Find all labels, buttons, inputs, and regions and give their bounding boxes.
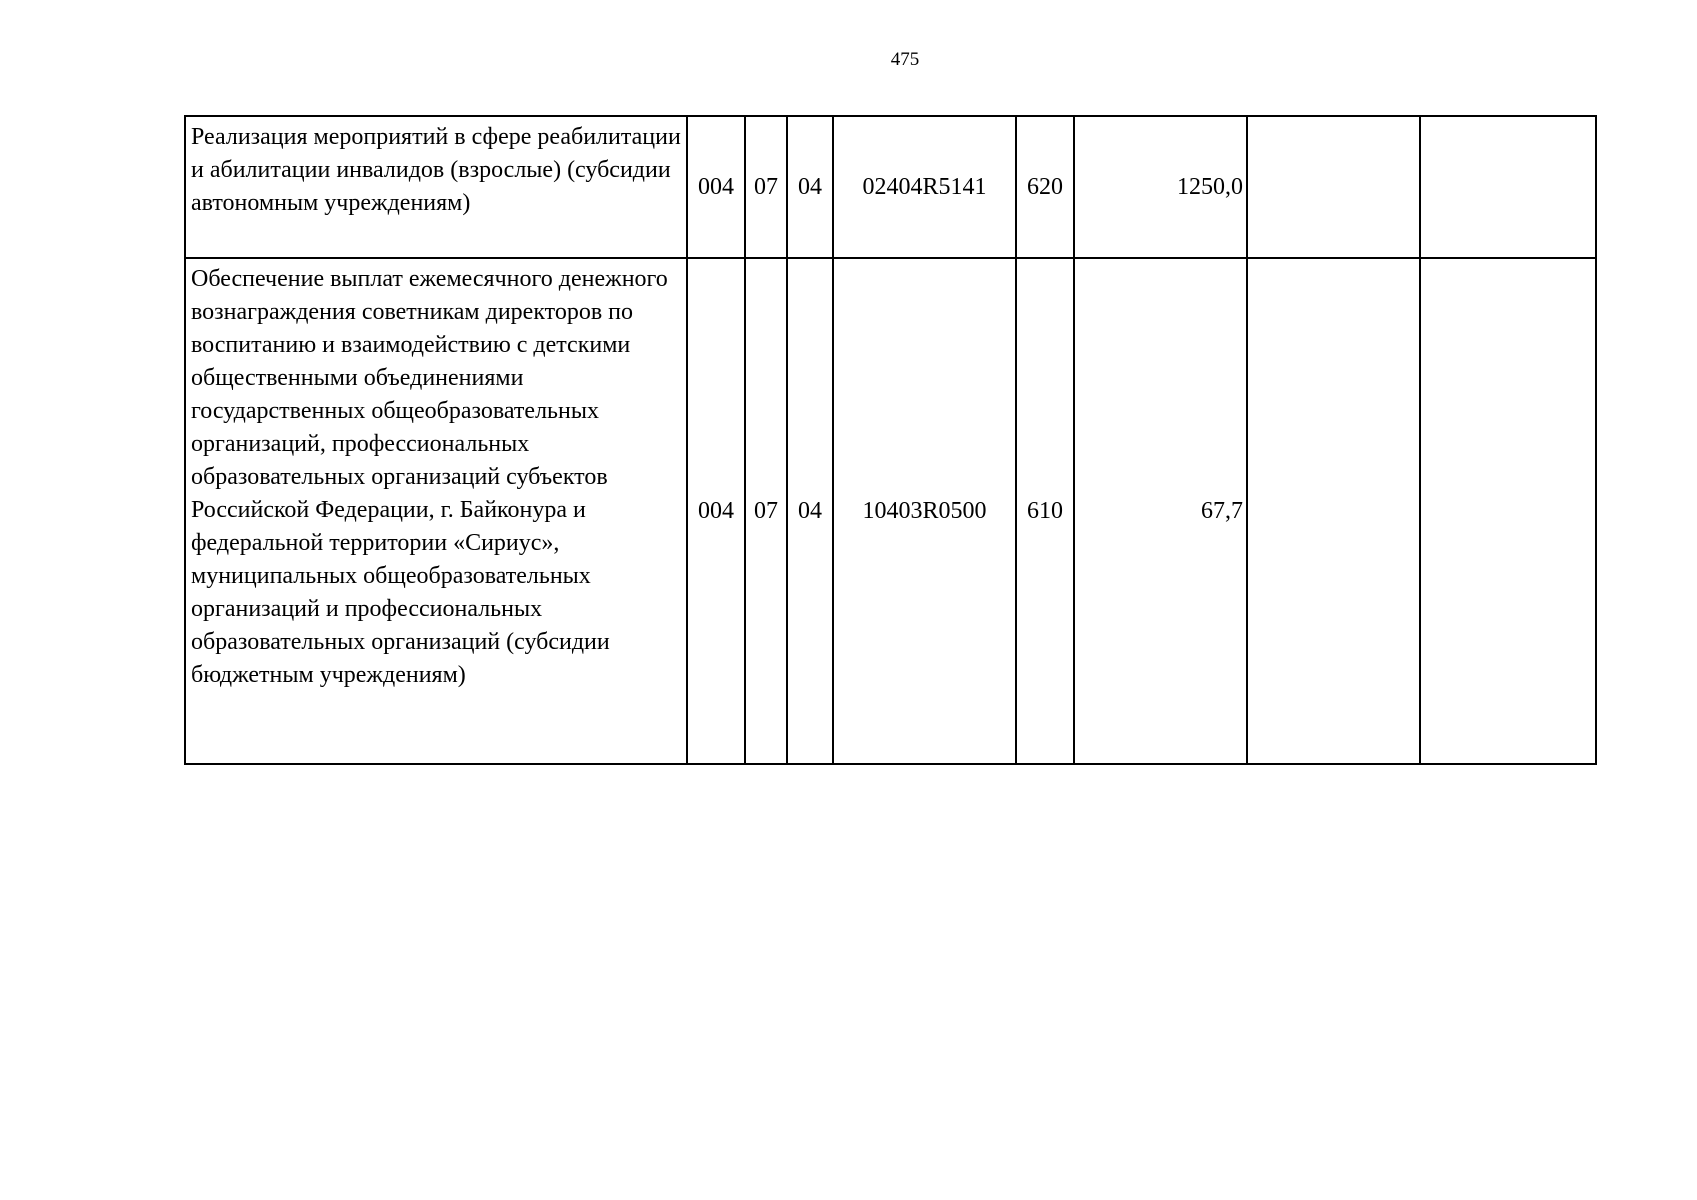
subsection-code-cell: 04: [787, 116, 833, 258]
expense-type-cell: 610: [1016, 258, 1074, 764]
amount-3-cell: [1420, 116, 1596, 258]
amount-2-cell: [1247, 116, 1420, 258]
amount-cell: 67,7: [1074, 258, 1247, 764]
amount-2-cell: [1247, 258, 1420, 764]
table-row: [185, 258, 1596, 764]
page-number: 475: [890, 49, 920, 70]
row-name-cell: Обеспечение выплат ежемесячного денежного вознаграждения советникам директоров по воспитанию и взаимодействию с детскими общественными объединениями государственных общеобразовательных организаций, профессиональных образовательных организаций субъектов Российской Федерации, г. Байконура и федеральной территории «Сириус», муниципальных общеобразовательных организаций и профессиональных образовательных организаций (субсидии бюджетным учреждениям): [185, 258, 687, 764]
amount-cell: 1250,0: [1074, 116, 1247, 258]
section-code-cell: 07: [745, 116, 787, 258]
ministry-code-cell: 004: [687, 258, 745, 764]
target-article-cell: 10403R0500: [833, 258, 1016, 764]
subsection-code-cell: 04: [787, 258, 833, 764]
budget-table: [184, 115, 1597, 765]
amount-3-cell: [1420, 258, 1596, 764]
table-row: [185, 116, 1596, 258]
ministry-code-cell: 004: [687, 116, 745, 258]
expense-type-cell: 620: [1016, 116, 1074, 258]
target-article-cell: 02404R5141: [833, 116, 1016, 258]
row-name-cell: Реализация мероприятий в сфере реабилитации и абилитации инвалидов (взрослые) (субсидии автономным учреждениям): [185, 116, 687, 258]
section-code-cell: 07: [745, 258, 787, 764]
